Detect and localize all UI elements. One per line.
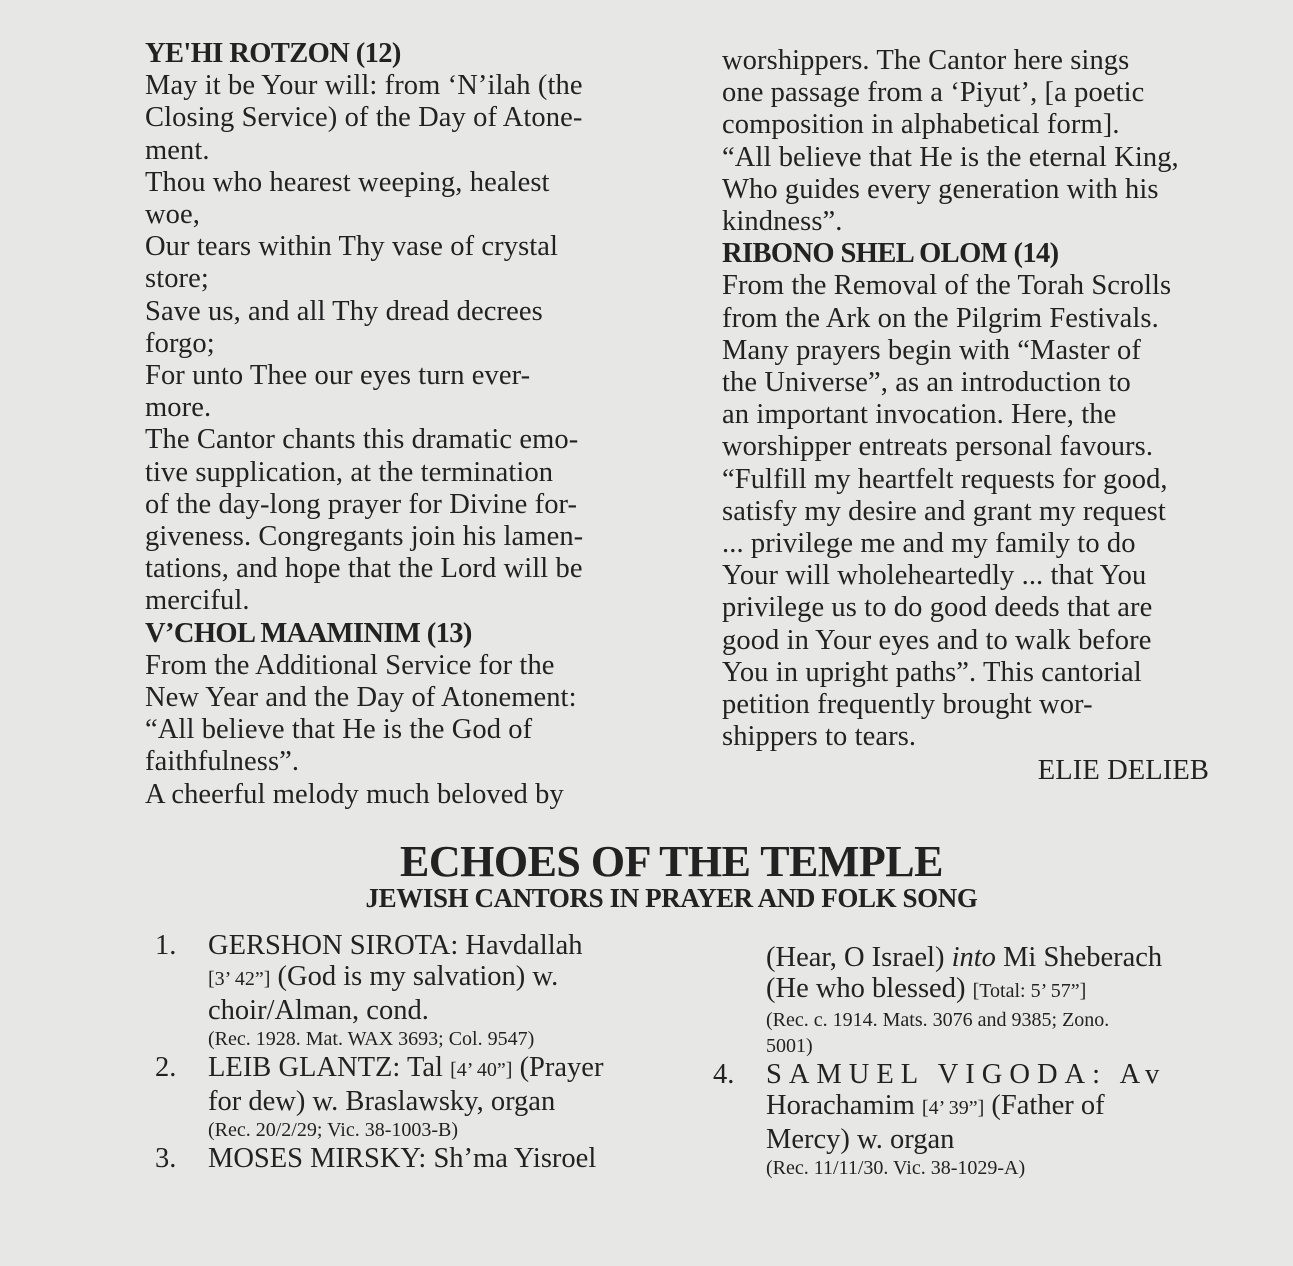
track-duration: [Total: 5’ 57”] bbox=[972, 980, 1087, 1002]
text-line: forgo; bbox=[145, 327, 215, 359]
track-number: 3. bbox=[155, 1143, 177, 1174]
track-item bbox=[155, 930, 635, 1052]
track-item-continued bbox=[713, 942, 1213, 1059]
track-title-cont: (He who blessed) bbox=[766, 973, 973, 1004]
track-title-cont: Horachamim bbox=[766, 1090, 922, 1121]
text-line: May it be Your will: from ‘N’ilah (the bbox=[145, 70, 583, 102]
text-line: from the Ark on the Pilgrim Festivals. bbox=[722, 302, 1159, 334]
text-line: Who guides every generation with his bbox=[722, 173, 1159, 205]
text-line: Our tears within Thy vase of crystal bbox=[145, 231, 559, 263]
text-line: kindness”. bbox=[722, 206, 843, 238]
section-heading: YE'HI ROTZON (12) bbox=[145, 38, 401, 69]
recording-info: (Rec. 11/11/30. Vic. 38-1029-A) bbox=[766, 1157, 1026, 1179]
text-line: Your will wholeheartedly ... that You bbox=[722, 560, 1147, 592]
text-line: good in Your eyes and to walk before bbox=[722, 624, 1152, 656]
track-title: MOSES MIRSKY: Sh’ma Yisroel bbox=[208, 1143, 597, 1174]
track-list-right bbox=[713, 942, 1213, 1181]
section-body bbox=[145, 70, 640, 617]
text-line: the Universe”, as an introduction to bbox=[722, 367, 1131, 399]
track-title: GERSHON SIROTA: Havdallah bbox=[208, 930, 583, 961]
track-title-italic: into bbox=[951, 942, 996, 973]
recording-info: 5001) bbox=[766, 1035, 813, 1057]
text-line: “All believe that He is the God of bbox=[145, 714, 533, 746]
text-line: New Year and the Day of Atonement: bbox=[145, 682, 577, 714]
text-line: woe, bbox=[145, 199, 201, 231]
text-line: A cheerful melody much beloved by bbox=[145, 778, 564, 810]
track-duration: [4’ 39”] bbox=[921, 1097, 985, 1119]
album-subtitle: JEWISH CANTORS IN PRAYER AND FOLK SONG bbox=[365, 883, 978, 913]
text-line: satisfy my desire and grant my request bbox=[722, 495, 1166, 527]
text-line: one passage from a ‘Piyut’, [a poetic bbox=[722, 77, 1145, 109]
track-item bbox=[713, 1059, 1213, 1181]
track-title: SAMUEL VIGODA: Av bbox=[766, 1059, 1167, 1090]
track-title-cont: (God is my salvation) w. bbox=[270, 961, 559, 992]
track-duration: [3’ 42”] bbox=[208, 968, 271, 990]
track-item bbox=[155, 1052, 635, 1143]
text-line: You in upright paths”. This cantorial bbox=[722, 656, 1142, 688]
section-body bbox=[145, 650, 640, 811]
track-number: 1. bbox=[155, 930, 177, 961]
text-line: “All believe that He is the eternal King, bbox=[722, 141, 1179, 173]
author-signature: ELIE DELIEB bbox=[1037, 755, 1209, 787]
text-line: store; bbox=[145, 263, 209, 295]
section-body bbox=[722, 45, 1227, 238]
text-line: The Cantor chants this dramatic emo- bbox=[145, 424, 579, 456]
track-duration: [4’ 40”] bbox=[450, 1059, 513, 1081]
recording-info: (Rec. 1928. Mat. WAX 3693; Col. 9547) bbox=[208, 1028, 535, 1050]
text-line: Save us, and all Thy dread decrees bbox=[145, 295, 543, 327]
track-title-cont: (Hear, O Israel) bbox=[766, 942, 952, 973]
section-body bbox=[722, 270, 1227, 753]
text-line: From the Removal of the Torah Scrolls bbox=[722, 270, 1172, 302]
track-number: 4. bbox=[713, 1059, 735, 1090]
text-line: From the Additional Service for the bbox=[145, 649, 555, 681]
text-line: more. bbox=[145, 392, 212, 424]
text-line: of the day-long prayer for Divine for- bbox=[145, 488, 578, 520]
album-title: ECHOES OF THE TEMPLE bbox=[400, 837, 943, 886]
track-item bbox=[155, 1143, 635, 1174]
text-line: petition frequently brought wor- bbox=[722, 689, 1093, 721]
track-credit: for dew) w. Braslawsky, organ bbox=[208, 1086, 556, 1117]
text-line: worshipper entreats personal favours. bbox=[722, 431, 1154, 463]
liner-notes-left-column bbox=[145, 38, 640, 811]
track-title-cont: (Prayer bbox=[512, 1052, 604, 1083]
text-line: faithfulness”. bbox=[145, 746, 300, 778]
section-heading: RIBONO SHEL OLOM (14) bbox=[722, 238, 1059, 270]
track-credit: choir/Alman, cond. bbox=[208, 995, 429, 1026]
text-line: tive supplication, at the termination bbox=[145, 456, 554, 488]
text-line: privilege us to do good deeds that are bbox=[722, 592, 1153, 624]
text-line: ment. bbox=[145, 134, 210, 166]
text-line: Closing Service) of the Day of Atone- bbox=[145, 102, 583, 134]
text-line: tations, and hope that the Lord will be bbox=[145, 553, 583, 585]
recording-info: (Rec. 20/2/29; Vic. 38-1003-B) bbox=[208, 1119, 459, 1141]
text-line: merciful. bbox=[145, 585, 250, 617]
track-number: 2. bbox=[155, 1052, 177, 1083]
track-list-left bbox=[155, 930, 635, 1174]
text-line: Many prayers begin with “Master of bbox=[722, 334, 1141, 366]
liner-notes-right-column bbox=[722, 45, 1227, 788]
track-credit: Mercy) w. organ bbox=[766, 1124, 955, 1155]
section-heading: V’CHOL MAAMINIM (13) bbox=[145, 617, 472, 649]
track-title-cont: Mi Sheberach bbox=[995, 942, 1163, 973]
track-title-cont: (Father of bbox=[984, 1090, 1105, 1121]
text-line: For unto Thee our eyes turn ever- bbox=[145, 360, 531, 392]
recording-info: (Rec. c. 1914. Mats. 3076 and 9385; Zono. bbox=[766, 1009, 1110, 1031]
track-title: LEIB GLANTZ: Tal bbox=[208, 1052, 451, 1083]
text-line: giveness. Congregants join his lamen- bbox=[145, 521, 584, 553]
text-line: an important invocation. Here, the bbox=[722, 399, 1117, 431]
text-line: “Fulfill my heartfelt requests for good, bbox=[722, 463, 1168, 495]
text-line: ... privilege me and my family to do bbox=[722, 528, 1136, 560]
text-line: Thou who hearest weeping, healest bbox=[145, 166, 550, 198]
text-line: shippers to tears. bbox=[722, 721, 917, 753]
text-line: worshippers. The Cantor here sings bbox=[722, 45, 1130, 76]
text-line: composition in alphabetical form]. bbox=[722, 109, 1120, 141]
